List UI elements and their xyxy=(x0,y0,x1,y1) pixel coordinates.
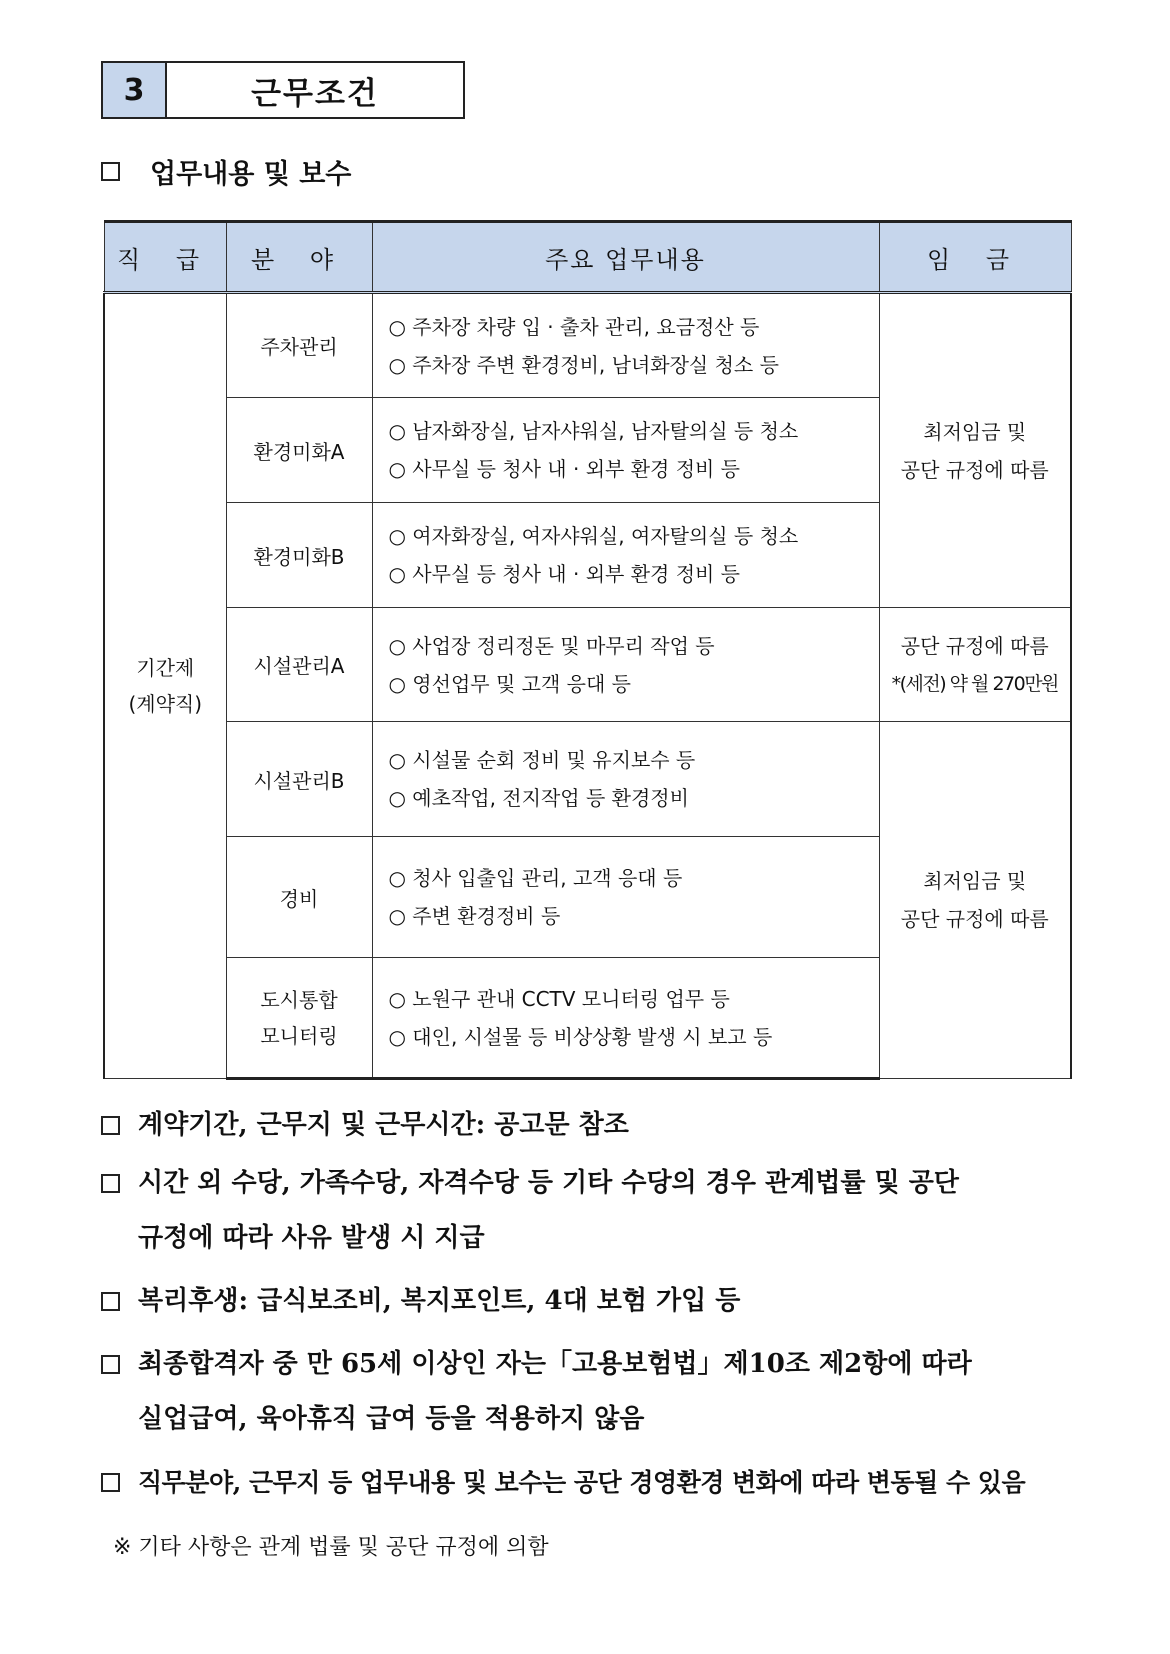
checkbox-icon xyxy=(101,1174,120,1193)
pay-line1: 최저임금 및 xyxy=(923,419,1027,444)
grade-line2: (계약직) xyxy=(128,692,203,716)
grade-line1: 기간제 xyxy=(136,656,195,680)
task-cell xyxy=(372,608,879,722)
pay-line2: 공단 규정에 따름 xyxy=(900,457,1049,482)
list-item-text xyxy=(138,1156,1101,1266)
field-line1: 도시통합 xyxy=(260,987,338,1012)
section-header xyxy=(101,61,465,119)
header-grade: 직 급 xyxy=(104,222,226,293)
header-pay: 임 금 xyxy=(879,222,1071,293)
task-line: ○ 주차장 주변 환경정비, 남녀화장실 청소 등 xyxy=(388,352,779,377)
field-cell: 환경미화B xyxy=(226,503,372,608)
task-cell xyxy=(372,722,879,837)
list-item xyxy=(101,1455,1101,1510)
checkbox-icon xyxy=(101,162,120,181)
pay-line1: 공단 규정에 따름 xyxy=(900,633,1049,658)
task-line: ○ 대인, 시설물 등 비상상황 발생 시 보고 등 xyxy=(388,1024,773,1049)
field-cell: 시설관리B xyxy=(226,722,372,837)
list-item-line1: 최종합격자 중 만 65세 이상인 자는「고용보험법」제10조 제2항에 따라 xyxy=(138,1349,972,1379)
task-line: ○ 영선업무 및 고객 응대 등 xyxy=(388,671,631,696)
task-cell xyxy=(372,503,879,608)
footnote: ※ 기타 사항은 관계 법률 및 공단 규정에 의함 xyxy=(113,1535,549,1560)
header-field: 분 야 xyxy=(226,222,372,293)
table-row xyxy=(104,608,1071,722)
field-cell: 경비 xyxy=(226,837,372,958)
task-line: ○ 여자화장실, 여자샤워실, 여자탈의실 등 청소 xyxy=(388,524,799,548)
pay-line1: 최저임금 및 xyxy=(923,869,1027,893)
pay-line2: 공단 규정에 따름 xyxy=(900,907,1049,931)
field-cell xyxy=(226,958,372,1079)
list-item-line1: 시간 외 수당, 가족수당, 자격수당 등 기타 수당의 경우 관계법률 및 공단 xyxy=(138,1168,959,1198)
list-item-text: 계약기간, 근무지 및 근무시간: 공고문 참조 xyxy=(138,1110,629,1140)
pay-cell xyxy=(879,293,1071,608)
conditions-list xyxy=(101,1098,1101,1510)
section-title: 근무조건 xyxy=(251,75,379,112)
task-cell xyxy=(372,398,879,503)
list-item xyxy=(101,1098,1101,1153)
task-line: ○ 사무실 등 청사 내 · 외부 환경 정비 등 xyxy=(388,562,741,586)
task-line: ○ 청사 입출입 관리, 고객 응대 등 xyxy=(388,866,683,890)
section-number: 3 xyxy=(103,63,167,117)
task-line: ○ 노원구 관내 CCTV 모니터링 업무 등 xyxy=(388,986,730,1011)
pay-note: *(세전) 약 월 270만원 xyxy=(891,672,1058,695)
task-cell xyxy=(372,958,879,1079)
field-cell: 시설관리A xyxy=(226,608,372,722)
pay-cell xyxy=(879,722,1071,1079)
grade-cell xyxy=(104,293,226,1079)
checkbox-icon xyxy=(101,1292,120,1311)
checkbox-icon xyxy=(101,1355,120,1374)
table-row xyxy=(104,722,1071,837)
list-item-text xyxy=(138,1337,1101,1447)
list-item xyxy=(101,1337,1101,1447)
checkbox-icon xyxy=(101,1473,120,1492)
list-item-line2: 실업급여, 육아휴직 급여 등을 적용하지 않음 xyxy=(138,1404,645,1434)
table-row xyxy=(104,293,1071,398)
list-item-line2: 규정에 따라 사유 발생 시 지급 xyxy=(138,1223,485,1253)
list-item-text: 복리후생: 급식보조비, 복지포인트, 4대 보험 가입 등 xyxy=(138,1286,741,1316)
task-line: ○ 남자화장실, 남자샤워실, 남자탈의실 등 청소 xyxy=(388,419,799,443)
duties-pay-table xyxy=(103,220,1072,1080)
subsection-heading xyxy=(101,152,351,191)
field-line2: 모니터링 xyxy=(260,1023,338,1048)
header-task: 주요 업무내용 xyxy=(372,222,879,293)
field-cell: 주차관리 xyxy=(226,293,372,398)
task-line: ○ 사업장 정리정돈 및 마무리 작업 등 xyxy=(388,633,715,658)
task-line: ○ 주차장 차량 입 · 출차 관리, 요금정산 등 xyxy=(388,314,760,339)
task-line: ○ 시설물 순회 정비 및 유지보수 등 xyxy=(388,748,696,772)
task-line: ○ 주변 환경정비 등 xyxy=(388,904,561,928)
task-cell xyxy=(372,837,879,958)
pay-cell xyxy=(879,608,1071,722)
task-line: ○ 예초작업, 전지작업 등 환경정비 xyxy=(388,786,689,810)
table-header-row xyxy=(104,222,1071,293)
task-cell xyxy=(372,293,879,398)
subsection-heading-text: 업무내용 및 보수 xyxy=(150,159,352,190)
list-item-text: 직무분야, 근무지 등 업무내용 및 보수는 공단 경영환경 변화에 따라 변동될 수 있음 xyxy=(138,1468,1026,1497)
checkbox-icon xyxy=(101,1116,120,1135)
field-cell: 환경미화A xyxy=(226,398,372,503)
task-line: ○ 사무실 등 청사 내 · 외부 환경 정비 등 xyxy=(388,457,741,481)
list-item xyxy=(101,1274,1101,1329)
list-item xyxy=(101,1156,1101,1266)
